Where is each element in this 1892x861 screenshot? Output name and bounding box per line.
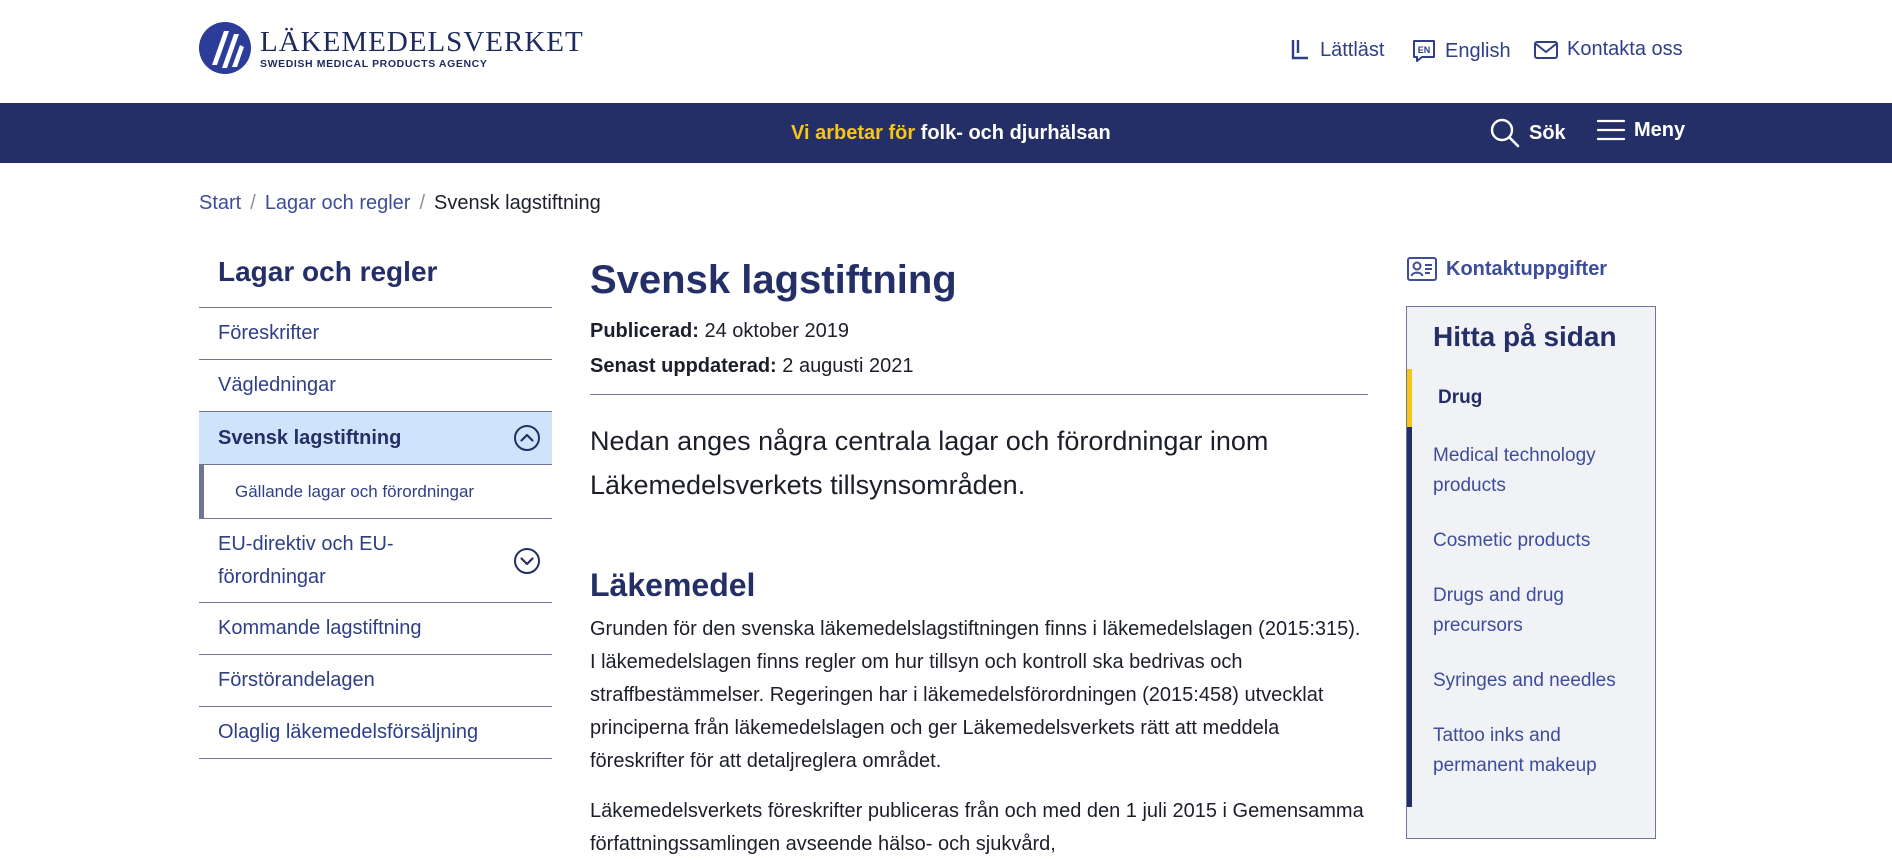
published-label: Publicerad: <box>590 320 699 342</box>
breadcrumb <box>199 192 601 215</box>
contact-us-link[interactable] <box>1533 38 1683 61</box>
section-heading-lakemedel: Läkemedel <box>590 567 756 603</box>
toc-list <box>1407 369 1655 807</box>
toc-item-cosmetic[interactable]: Cosmetic products <box>1433 530 1591 551</box>
brand-name: LÄKEMEDELSVERKET <box>260 25 584 58</box>
toc-item-tattoo-inks[interactable]: Tattoo inks and permanent makeup <box>1433 725 1597 776</box>
nav-item-label: Svensk lagstiftning <box>218 426 402 449</box>
published-value: 24 oktober 2019 <box>698 320 850 342</box>
brand-subtitle: SWEDISH MEDICAL PRODUCTS AGENCY <box>260 57 488 70</box>
nav-item-label: Kommande lagstiftning <box>218 617 422 639</box>
nav-item-label: Vägledningar <box>218 374 336 396</box>
contact-details-link[interactable] <box>1406 256 1607 282</box>
nav-item-vagledningar[interactable] <box>199 360 552 412</box>
language-en-icon <box>1411 38 1437 64</box>
contact-card-icon <box>1406 256 1438 282</box>
breadcrumb-lagar-och-regler[interactable]: Lagar och regler <box>264 192 411 214</box>
menu-label: Meny <box>1634 118 1686 141</box>
nav-subitem-gallande-lagar[interactable] <box>199 465 552 519</box>
breadcrumb-start[interactable]: Start <box>199 192 242 214</box>
site-logo[interactable] <box>198 21 584 75</box>
table-of-contents <box>1406 306 1656 839</box>
agency-emblem-icon <box>198 21 252 75</box>
toc-title: Hitta på sidan <box>1433 321 1617 352</box>
nav-item-label: EU-direktiv och EU-förordningar <box>218 532 394 588</box>
main-bar <box>0 103 1892 163</box>
easy-read-label: Lättläst <box>1320 38 1385 61</box>
chevron-up-icon[interactable] <box>513 424 541 452</box>
easy-read-icon <box>1290 38 1312 62</box>
toc-item-syringes[interactable]: Syringes and needles <box>1433 670 1616 691</box>
toc-item-medical-technology[interactable]: Medical technology products <box>1433 445 1596 496</box>
updated-date <box>590 349 1370 384</box>
easy-read-link[interactable] <box>1290 38 1384 62</box>
nav-item-foreskrifter[interactable] <box>199 308 552 360</box>
published-date <box>590 314 1370 349</box>
article-meta <box>590 314 1370 384</box>
body-paragraph: Läkemedelsverkets föreskrifter publiceras från och med den 1 juli 2015 i Gemensamma författningssamlingen avseende hälso- och sjukvård, <box>590 800 1364 855</box>
nav-item-forstorandelagen[interactable] <box>199 655 552 707</box>
hamburger-menu-icon <box>1596 117 1626 143</box>
tagline-highlight: Vi arbetar för <box>791 122 916 144</box>
toc-item-drug[interactable]: Drug <box>1407 369 1655 427</box>
toc-item-drug-precursors[interactable]: Drugs and drug precursors <box>1433 585 1564 636</box>
nav-item-kommande-lagstiftning[interactable] <box>199 603 552 655</box>
divider <box>590 394 1368 395</box>
svg-text:EN: EN <box>1417 45 1431 55</box>
tagline-rest: folk- och djurhälsan <box>915 122 1111 144</box>
breadcrumb-separator: / <box>419 192 426 214</box>
contact-us-label: Kontakta oss <box>1567 38 1683 60</box>
nav-item-label: Föreskrifter <box>218 322 320 344</box>
nav-item-eu-direktiv[interactable] <box>199 519 552 603</box>
english-link[interactable] <box>1411 38 1511 64</box>
nav-item-label: Förstörandelagen <box>218 669 375 691</box>
contact-details-label: Kontaktuppgifter <box>1446 257 1608 280</box>
updated-value: 2 augusti 2021 <box>776 355 914 377</box>
chevron-down-icon[interactable] <box>513 547 541 575</box>
article <box>590 252 1370 861</box>
tagline <box>791 122 1111 145</box>
page-title: Svensk lagstiftning <box>590 258 957 302</box>
nav-item-svensk-lagstiftning[interactable] <box>199 412 552 465</box>
nav-item-label: Olaglig läkemedelsförsäljning <box>218 721 479 743</box>
search-button[interactable] <box>1489 117 1566 149</box>
nav-item-label: Gällande lagar och förordningar <box>235 481 475 501</box>
mail-icon <box>1533 39 1559 61</box>
menu-button[interactable] <box>1596 117 1685 143</box>
section-nav-title[interactable]: Lagar och regler <box>199 252 552 308</box>
body-paragraph: Grunden för den svenska läkemedelslagstiftningen finns i läkemedelslagen (2015:315). I läkemedelslagen finns regler om hur tillsyn och kontroll ska bedrivas och straffbestämmelser. Regeringen har i läkemedelsförordningen (2015:458) utvecklat principerna från läkemedelslagen och ger Läkemedelsverkets rätt att meddela föreskrifter för att detaljreglera området. <box>590 618 1361 772</box>
breadcrumb-current: Svensk lagstiftning <box>434 192 601 214</box>
search-icon <box>1489 117 1521 149</box>
english-label: English <box>1445 39 1511 62</box>
site-header <box>0 0 1892 103</box>
lead-paragraph: Nedan anges några centrala lagar och förordningar inom Läkemedelsverkets tillsynsområden. <box>590 426 1269 500</box>
nav-item-olaglig-lakemedelsforsaljning[interactable] <box>199 707 552 759</box>
section-navigation <box>199 252 552 759</box>
updated-label: Senast uppdaterad: <box>590 355 777 377</box>
breadcrumb-separator: / <box>250 192 256 214</box>
search-label: Sök <box>1529 121 1566 144</box>
